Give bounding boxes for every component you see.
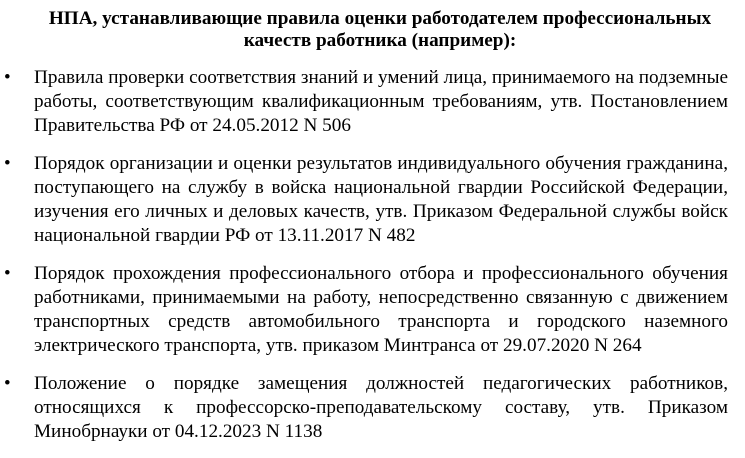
regulations-list [0, 66, 745, 458]
list-item-text: Положение о порядке замещения должностей педагогических работников, относящихся к профессорско-преподавательскому составу, утв. Приказом Минобрнауки от 04.12.2023 N 1138 [34, 373, 728, 442]
heading-line-1: НПА, устанавливающие правила оценки работодателем профессиональных [48, 8, 712, 29]
list-item [0, 372, 745, 444]
document-heading [20, 8, 740, 52]
list-item-text: Порядок организации и оценки результатов индивидуального обучения гражданина, поступающего на службу в войска национальной гвардии Российской Федерации, изучения его личных и деловых качеств, утв. Приказом Федеральной службы войск национальной гвардии РФ от 13.11.2017 N 482 [34, 153, 728, 246]
list-item [0, 66, 745, 138]
bullet-icon: • [4, 67, 11, 88]
bullet-icon: • [4, 263, 11, 284]
list-item [0, 152, 745, 248]
list-item-text: Правила проверки соответствия знаний и умений лица, принимаемого на подземные работы, соответствующим квалификационным требованиям, утв. Постановлением Правительства РФ от 24.05.2012 N 506 [34, 67, 728, 136]
bullet-icon: • [4, 153, 11, 174]
heading-line-2: качеств работника (например): [243, 30, 517, 51]
bullet-icon: • [4, 373, 11, 394]
list-item-text: Порядок прохождения профессионального отбора и профессионального обучения работниками, принимаемыми на работу, непосредственно связанную с движением транспортных средств автомобильного транспорта и городского наземного электрического транспорта, утв. приказом Минтранса от 29.07.2020 N 264 [34, 263, 728, 356]
list-item [0, 262, 745, 358]
